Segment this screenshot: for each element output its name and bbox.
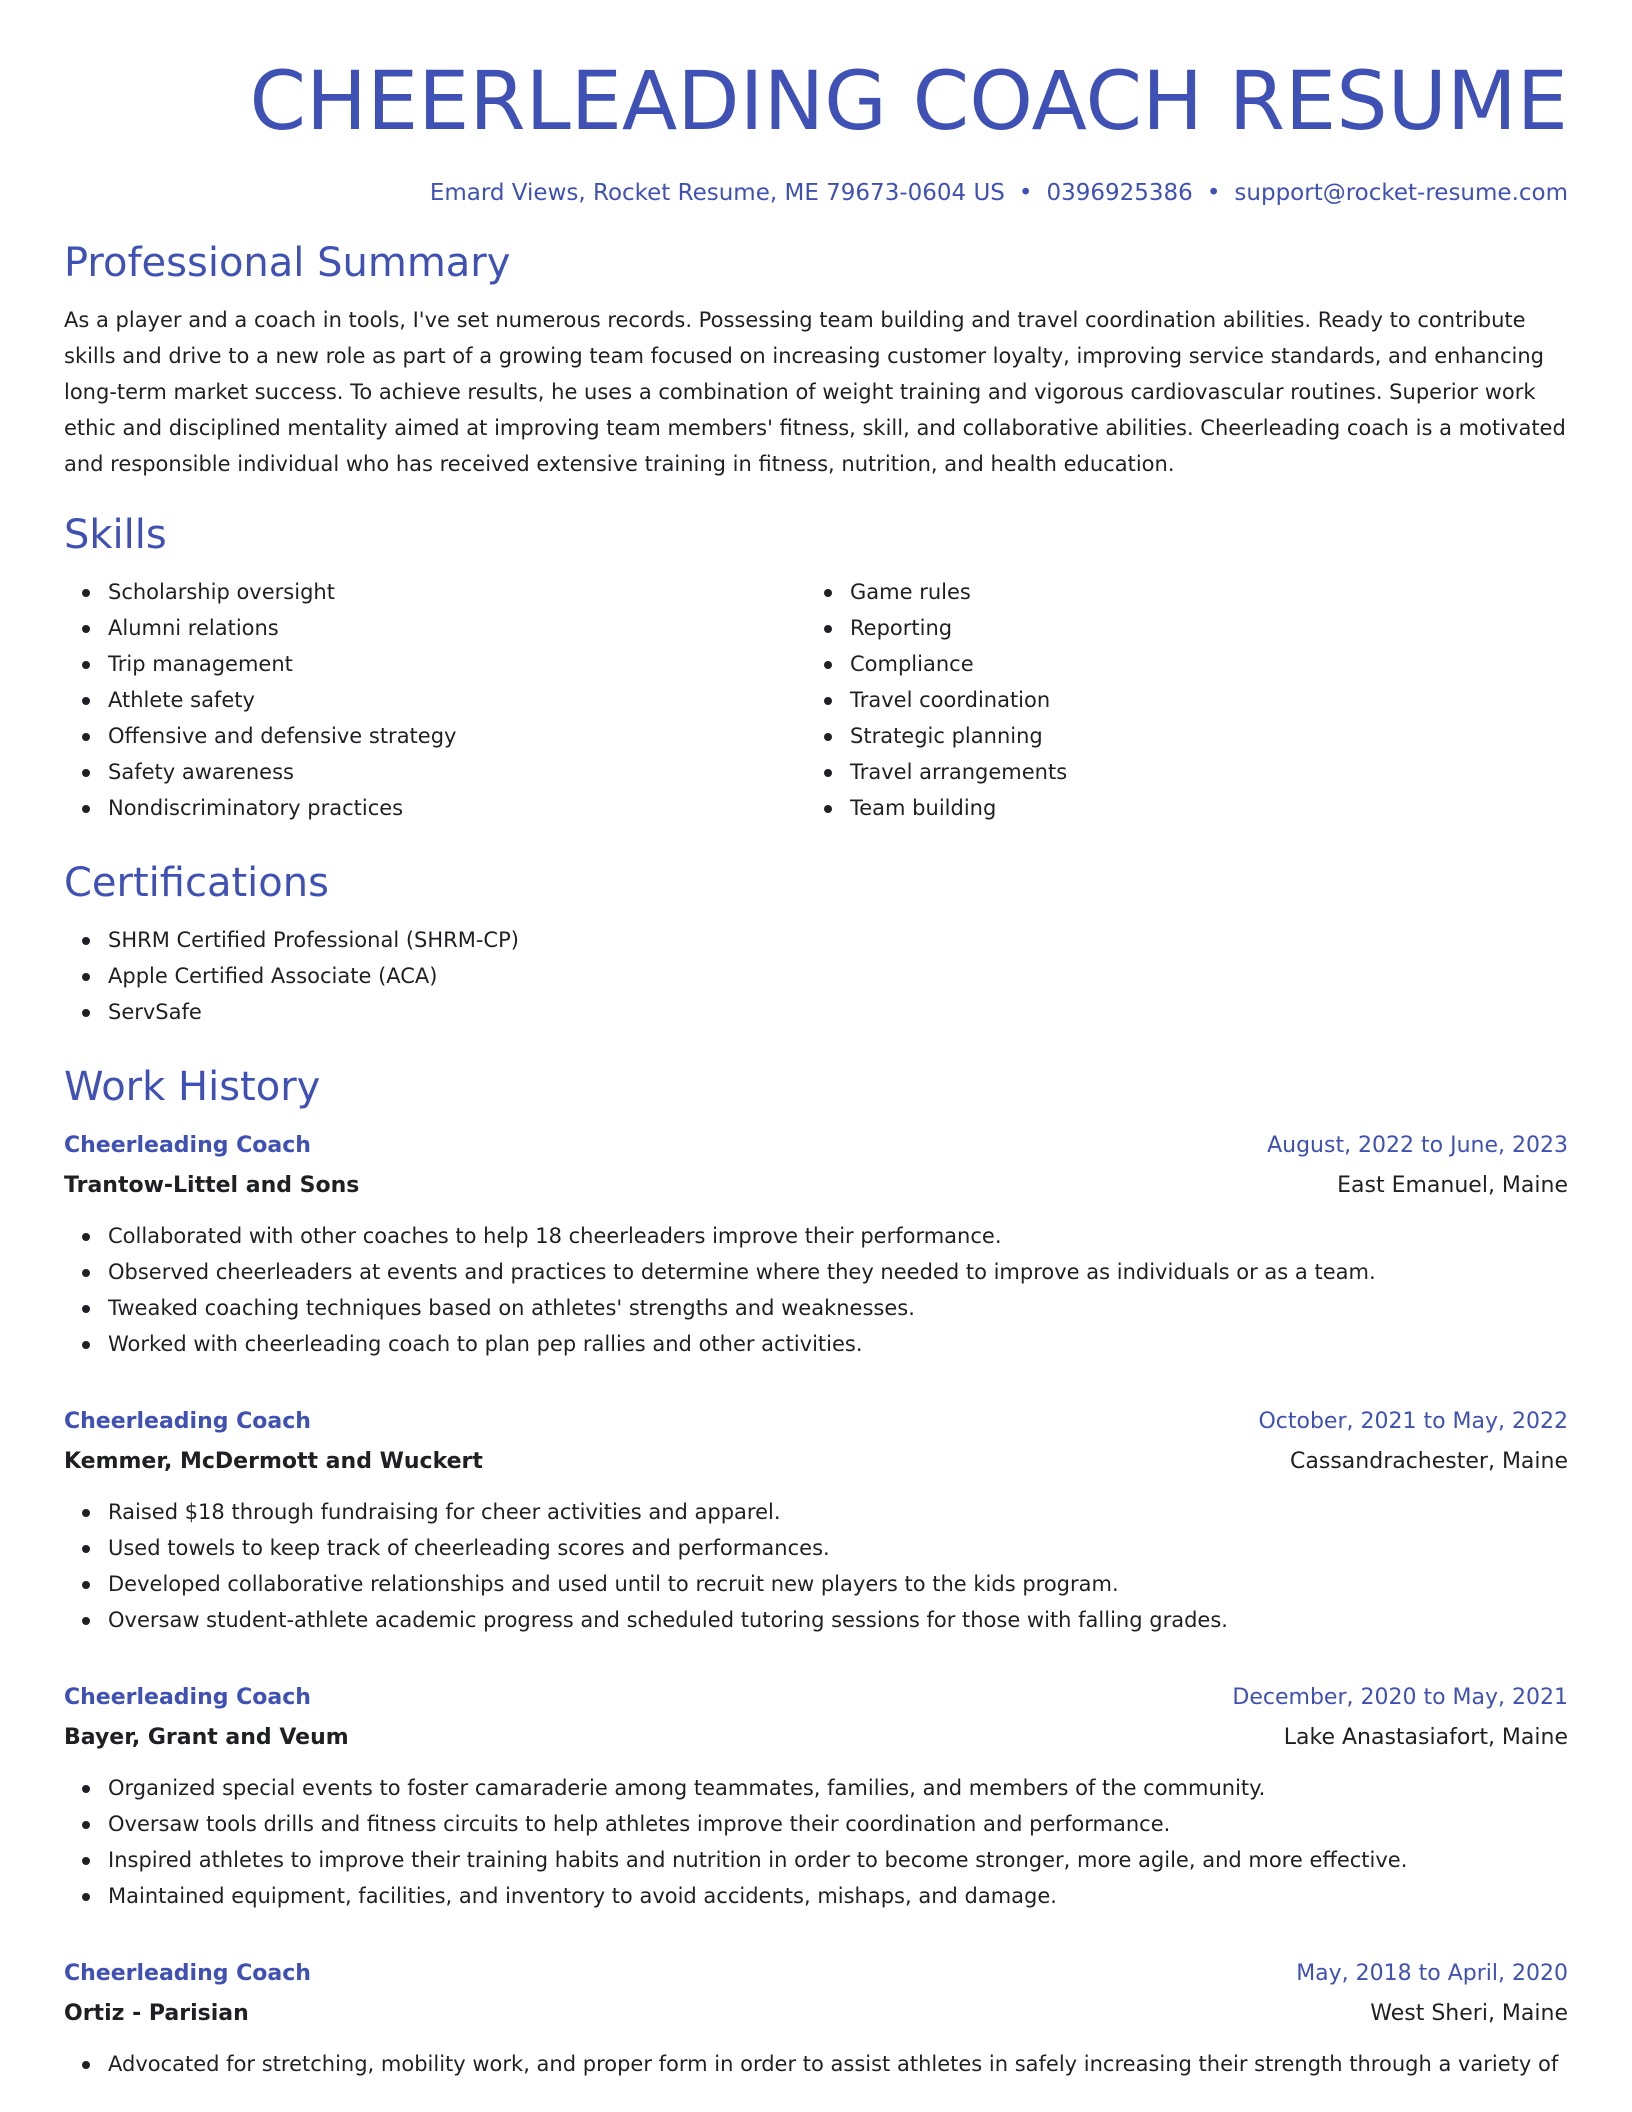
skill-item: Strategic planning xyxy=(850,718,1548,754)
job-company-row xyxy=(64,1442,1568,1482)
job-bullet: Worked with cheerleading coach to plan pep rallies and other activities. xyxy=(108,1326,1568,1362)
job-title-row xyxy=(64,1954,1568,1994)
job-bullet: Used towels to keep track of cheerleading scores and performances. xyxy=(108,1530,1568,1566)
certifications-heading: Certifications xyxy=(64,860,329,906)
job-bullet: Inspired athletes to improve their training habits and nutrition in order to become stronger, more agile, and more effective. xyxy=(108,1842,1568,1878)
job-location: East Emanuel, Maine xyxy=(1337,1173,1568,1198)
skill-item: Game rules xyxy=(850,574,1548,610)
certification-item: Apple Certified Associate (ACA) xyxy=(108,958,1568,994)
contact-email: support@rocket-resume.com xyxy=(1234,180,1568,206)
job-bullet: Maintained equipment, facilities, and inventory to avoid accidents, mishaps, and damage. xyxy=(108,1878,1568,1914)
skill-item: Athlete safety xyxy=(108,682,806,718)
job-location: Lake Anastasiafort, Maine xyxy=(1283,1725,1568,1750)
skills-list-left xyxy=(64,574,806,826)
job-bullet: Tweaked coaching techniques based on athletes' strengths and weaknesses. xyxy=(108,1290,1568,1326)
job-company: Kemmer, McDermott and Wuckert xyxy=(64,1449,483,1474)
skill-item: Scholarship oversight xyxy=(108,574,806,610)
skill-item: Compliance xyxy=(850,646,1548,682)
job-bullets xyxy=(64,1218,1568,1362)
job-bullet: Developed collaborative relationships and used until to recruit new players to the kids program. xyxy=(108,1566,1568,1602)
skill-item: Offensive and defensive strategy xyxy=(108,718,806,754)
job-bullet: Raised $18 through fundraising for cheer activities and apparel. xyxy=(108,1494,1568,1530)
job-title-row xyxy=(64,1402,1568,1442)
skill-item: Trip management xyxy=(108,646,806,682)
job-bullet: Oversaw tools drills and fitness circuits to help athletes improve their coordination and performance. xyxy=(108,1806,1568,1842)
skills-column-right xyxy=(806,574,1548,826)
work-history-heading: Work History xyxy=(64,1064,321,1110)
job-title: Cheerleading Coach xyxy=(64,1685,311,1710)
job-bullet: Observed cheerleaders at events and practices to determine where they needed to improve as individuals or as a team. xyxy=(108,1254,1568,1290)
skill-item: Team building xyxy=(850,790,1548,826)
contact-phone: 0396925386 xyxy=(1046,180,1193,206)
resume-title: CHEERLEADING COACH RESUME xyxy=(249,55,1568,149)
skill-item: Reporting xyxy=(850,610,1548,646)
job-company-row xyxy=(64,1718,1568,1758)
contact-address: Emard Views, Rocket Resume, ME 79673-0604 US xyxy=(429,180,1005,206)
skills-heading: Skills xyxy=(64,512,167,558)
certifications-list xyxy=(64,922,1568,1030)
contact-line xyxy=(64,178,1568,208)
job-bullets xyxy=(64,1770,1568,1914)
job-dates: December, 2020 to May, 2021 xyxy=(1232,1685,1568,1710)
job-entry xyxy=(64,1126,1568,1362)
job-entry xyxy=(64,1954,1568,2082)
contact-separator: • xyxy=(1018,180,1033,206)
skills-grid xyxy=(64,574,1568,826)
job-company-row xyxy=(64,1994,1568,2034)
job-entry xyxy=(64,1678,1568,1914)
job-dates: May, 2018 to April, 2020 xyxy=(1296,1961,1568,1986)
job-bullets xyxy=(64,1494,1568,1638)
job-bullet: Collaborated with other coaches to help 18 cheerleaders improve their performance. xyxy=(108,1218,1568,1254)
job-bullet: Advocated for stretching, mobility work, and proper form in order to assist athletes in safely increasing their strength through a variety of xyxy=(108,2046,1568,2082)
job-bullets xyxy=(64,2046,1568,2082)
skill-item: Safety awareness xyxy=(108,754,806,790)
certification-item: SHRM Certified Professional (SHRM-CP) xyxy=(108,922,1568,958)
job-title: Cheerleading Coach xyxy=(64,1133,311,1158)
skills-column-left xyxy=(64,574,806,826)
job-dates: August, 2022 to June, 2023 xyxy=(1267,1133,1568,1158)
job-company-row xyxy=(64,1166,1568,1206)
job-title: Cheerleading Coach xyxy=(64,1961,311,1986)
skill-item: Alumni relations xyxy=(108,610,806,646)
skills-list-right xyxy=(806,574,1548,826)
summary-heading: Professional Summary xyxy=(64,240,511,286)
job-bullet: Organized special events to foster camaraderie among teammates, families, and members of the community. xyxy=(108,1770,1568,1806)
contact-separator: • xyxy=(1206,180,1221,206)
job-entry xyxy=(64,1402,1568,1638)
skill-item: Travel coordination xyxy=(850,682,1548,718)
job-location: Cassandrachester, Maine xyxy=(1290,1449,1568,1474)
job-title-row xyxy=(64,1126,1568,1166)
summary-text: As a player and a coach in tools, I've set numerous records. Possessing team building and travel coordination abilities. Ready to contribute skills and drive to a new role as part of a growing team focused on increasing customer loyalty, improving service standards, and enhancing long-term market success. To achieve results, he uses a combination of weight training and vigorous cardiovascular routines. Superior work ethic and disciplined mentality aimed at improving team members' fitness, skill, and collaborative abilities. Cheerleading coach is a motivated and responsible individual who has received extensive training in fitness, nutrition, and health education. xyxy=(64,308,1566,476)
skill-item: Nondiscriminatory practices xyxy=(108,790,806,826)
job-dates: October, 2021 to May, 2022 xyxy=(1258,1409,1568,1434)
job-title: Cheerleading Coach xyxy=(64,1409,311,1434)
skill-item: Travel arrangements xyxy=(850,754,1548,790)
job-company: Ortiz - Parisian xyxy=(64,2001,249,2026)
job-company: Bayer, Grant and Veum xyxy=(64,1725,349,1750)
certification-item: ServSafe xyxy=(108,994,1568,1030)
job-title-row xyxy=(64,1678,1568,1718)
job-company: Trantow-Littel and Sons xyxy=(64,1173,360,1198)
job-bullet: Oversaw student-athlete academic progress and scheduled tutoring sessions for those with falling grades. xyxy=(108,1602,1568,1638)
job-location: West Sheri, Maine xyxy=(1370,2001,1568,2026)
